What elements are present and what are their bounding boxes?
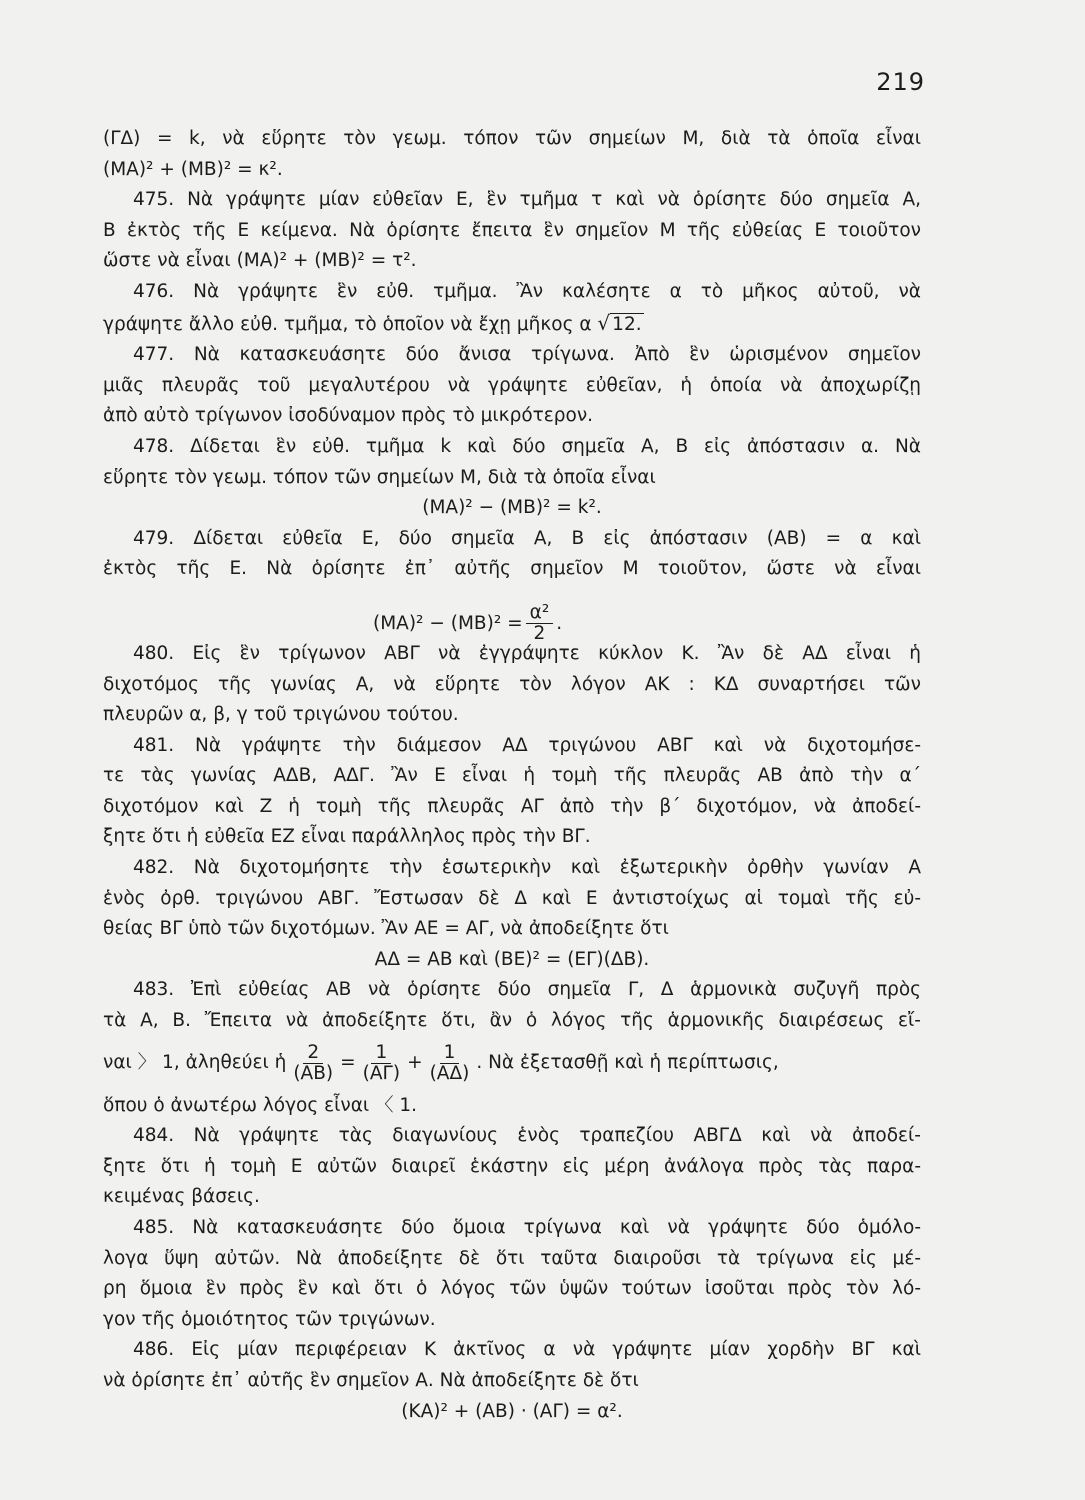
exercise-479: 479. Δίδεται εὐθεῖα Ε, δύο σημεῖα Α, Β εἰς ἀπόστασιν (ΑΒ) = α καὶ xyxy=(133,527,921,549)
fraction xyxy=(526,603,554,645)
text-line: τε τὰς γωνίας ΑΔΒ, ΑΔΓ. Ἂν Ε εἶναι ἡ τομὴ τῆς πλευρᾶς ΑΒ ἀπὸ τὴν α´ xyxy=(103,765,921,787)
text-line: τὰ Α, Β. Ἔπειτα νὰ ἀποδείξητε ὅτι, ἂν ὁ λόγος τῆς ἁρμονικῆς διαιρέσεως εἴ- xyxy=(103,1010,921,1032)
fraction-denominator: 2 xyxy=(533,623,546,645)
text-line: ξητε ὅτι ἡ εὐθεῖα ΕΖ εἶναι παράλληλος πρὸς τὴν ΒΓ. xyxy=(103,826,591,848)
equation-body xyxy=(373,603,562,645)
text-line: ξητε ὅτι ἡ τομὴ Ε αὐτῶν διαιρεῖ ἑκάστην εἰς μέρη ἀνάλογα πρὸς τὰς παρα- xyxy=(103,1155,921,1177)
equation: (ΜΑ)² − (ΜΒ)² = k². xyxy=(422,497,602,519)
text-line: διχοτόμος τῆς γωνίας Α, νὰ εὕρητε τὸν λόγον ΑΚ : ΚΔ συναρτήσει τῶν xyxy=(103,673,921,695)
text-fragment: . Νὰ ἐξετασθῇ καὶ ἡ περίπτωσις, xyxy=(476,1052,779,1074)
text-line: ρη ὅμοια ἓν πρὸς ἓν καὶ ὅτι ὁ λόγος τῶν ὑψῶν τούτων ἰσοῦται πρὸς τὸν λό- xyxy=(103,1278,921,1300)
fraction-denominator: (ΑΔ) xyxy=(429,1063,470,1085)
exercise-483: 483. Ἐπὶ εὐθείας ΑΒ νὰ ὁρίσητε δύο σημεῖα Γ, Δ ἁρμονικὰ συζυγῆ πρὸς xyxy=(133,979,921,1001)
text-fragment: ναι 〉 1, ἀληθεύει ἡ xyxy=(103,1052,287,1074)
text-line: (ΓΔ) = k, νὰ εὕρητε τὸν γεωμ. τόπον τῶν σημείων Μ, διὰ τὰ ὁποῖα εἶναι xyxy=(103,128,921,149)
text-line: νὰ ὁρίσητε ἐπ᾽ αὐτῆς ἓν σημεῖον Α. Νὰ ἀποδείξητε δὲ ὅτι xyxy=(103,1369,639,1391)
text-line: διχοτόμον καὶ Ζ ἡ τομὴ τῆς πλευρᾶς ΑΓ ἀπὸ τὴν β´ διχοτόμον, νὰ ἀποδεί- xyxy=(103,795,921,817)
text-line: ἀπὸ αὐτὸ τρίγωνον ἰσοδύναμον πρὸς τὸ μικρότερον. xyxy=(103,405,594,427)
fraction-denominator: (ΑΒ) xyxy=(293,1063,334,1085)
equation-end: . xyxy=(556,612,563,634)
text-line: εὕρητε τὸν γεωμ. τόπον τῶν σημείων Μ, διὰ τὰ ὁποῖα εἶναι xyxy=(103,466,656,488)
fraction xyxy=(426,1043,474,1085)
page-number: 219 xyxy=(876,68,925,96)
equation-left: (ΜΑ)² − (ΜΒ)² = xyxy=(373,612,523,634)
text-line: γον τῆς ὁμοιότητος τῶν τριγώνων. xyxy=(103,1308,436,1330)
fraction-denominator: (ΑΓ) xyxy=(362,1063,401,1085)
text-line: ἐκτὸς τῆς Ε. Νὰ ὁρίσητε ἐπ᾽ αὐτῆς σημεῖον Μ τοιοῦτον, ὥστε νὰ εἶναι xyxy=(103,558,921,580)
exercise-477: 477. Νὰ κατασκευάσητε δύο ἄνισα τρίγωνα. Ἀπὸ ἓν ὡρισμένον σημεῖον xyxy=(133,344,921,366)
sqrt-icon: √ xyxy=(597,310,611,335)
fraction-numerator: α² xyxy=(526,603,554,624)
exercise-478: 478. Δίδεται ἓν εὐθ. τμῆμα k καὶ δύο σημεῖα Α, Β εἰς ἀπόστασιν α. Νὰ xyxy=(133,435,921,457)
text-line: λογα ὕψη αὐτῶν. Νὰ ἀποδείξητε δὲ ὅτι ταῦτα διαιροῦσι τὰ τρίγωνα εἰς μέ- xyxy=(103,1247,921,1269)
exercise-484: 484. Νὰ γράψητε τὰς διαγωνίους ἑνὸς τραπεζίου ΑΒΓΔ καὶ νὰ ἀποδεί- xyxy=(133,1125,921,1147)
equation-fraction xyxy=(103,585,921,645)
exercise-482: 482. Νὰ διχοτομήσητε τὴν ἐσωτερικὴν καὶ ἐξωτερικὴν ὀρθὴν γωνίαν Α xyxy=(133,857,921,879)
exercise-485: 485. Νὰ κατασκευάσητε δύο ὅμοια τρίγωνα καὶ νὰ γράψητε δύο ὁμόλο- xyxy=(133,1217,921,1238)
sqrt-radicand: 12. xyxy=(612,313,642,335)
text-line: κειμένας βάσεις. xyxy=(103,1186,260,1208)
fraction xyxy=(359,1043,404,1085)
plus-sign: + xyxy=(407,1052,423,1074)
text-line: ὥστε νὰ εἶναι (ΜΑ)² + (ΜΒ)² = τ². xyxy=(103,250,417,272)
fraction-numerator: 2 xyxy=(303,1043,323,1064)
exercise-480: 480. Εἰς ἓν τρίγωνον ΑΒΓ νὰ ἐγγράψητε κύκλον Κ. Ἂν δὲ ΑΔ εἶναι ἡ xyxy=(133,642,921,664)
text-line: πλευρῶν α, β, γ τοῦ τριγώνου τούτου. xyxy=(103,704,459,726)
fraction-numerator: 1 xyxy=(440,1043,460,1064)
equation: (ΚΑ)² + (ΑΒ) · (ΑΓ) = α². xyxy=(401,1400,623,1422)
fraction xyxy=(289,1043,337,1085)
text-line: ὅπου ὁ ἀνωτέρω λόγος εἶναι 〈 1. xyxy=(103,1094,418,1116)
equation: ΑΔ = ΑΒ καὶ (ΒΕ)² = (ΕΓ)(ΔΒ). xyxy=(374,948,650,970)
text-line: μιᾶς πλευρᾶς τοῦ μεγαλυτέρου νὰ γράψητε εὐθεῖαν, ἡ ὁποία νὰ ἀποχωρίζῃ xyxy=(103,374,921,396)
text-line: Β ἐκτὸς τῆς Ε κείμενα. Νὰ ὁρίσητε ἔπειτα ἓν σημεῖον Μ τῆς εὐθείας Ε τοιοῦτον xyxy=(103,219,921,241)
exercise-475: 475. Νὰ γράψητε μίαν εὐθεῖαν Ε, ἓν τμῆμα τ καὶ νὰ ὁρίσητε δύο σημεῖα Α, xyxy=(133,189,921,211)
text-line-sqrt xyxy=(103,308,921,341)
equals-sign: = xyxy=(340,1052,356,1074)
exercise-476: 476. Νὰ γράψητε ἓν εὐθ. τμῆμα. Ἂν καλέσητε α τὸ μῆκος αὐτοῦ, νὰ xyxy=(133,280,921,302)
text-line: (ΜΑ)² + (ΜΒ)² = κ². xyxy=(103,158,283,180)
equation-harmonic xyxy=(103,1037,921,1091)
text-line: θείας ΒΓ ὑπὸ τῶν διχοτόμων. Ἂν ΑΕ = ΑΓ, νὰ ἀποδείξητε ὅτι xyxy=(103,918,669,940)
text-fragment: γράψητε ἄλλο εὐθ. τμῆμα, τὸ ὁποῖον νὰ ἔχῃ μῆκος α xyxy=(103,313,592,335)
text-line: ἑνὸς ὀρθ. τριγώνου ΑΒΓ. Ἔστωσαν δὲ Δ καὶ Ε ἀντιστοίχως αἱ τομαὶ τῆς εὐ- xyxy=(103,887,921,909)
page-body xyxy=(103,124,921,1427)
exercise-486: 486. Εἰς μίαν περιφέρειαν Κ ἀκτῖνος α νὰ γράψητε μίαν χορδὴν ΒΓ καὶ xyxy=(133,1339,921,1361)
fraction-numerator: 1 xyxy=(371,1043,391,1064)
exercise-481: 481. Νὰ γράψητε τὴν διάμεσον ΑΔ τριγώνου ΑΒΓ καὶ νὰ διχοτομήσε- xyxy=(133,734,921,756)
